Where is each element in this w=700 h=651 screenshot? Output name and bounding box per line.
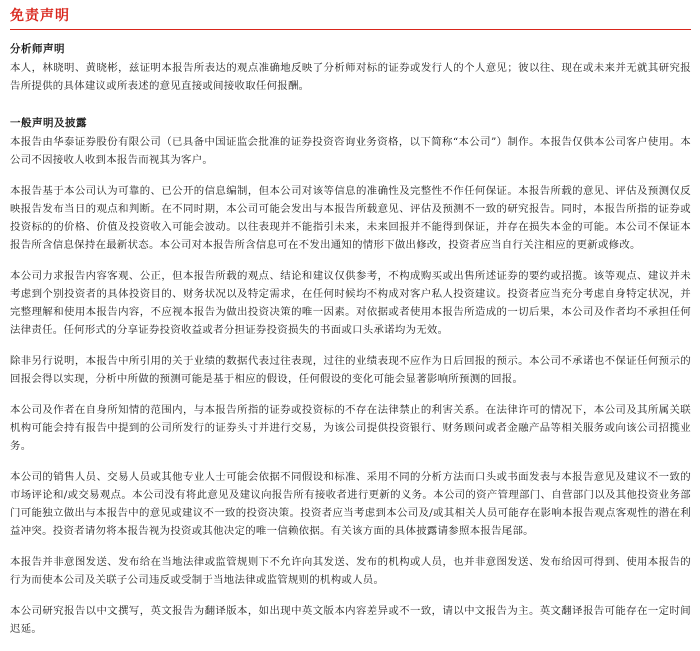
analyst-statement-heading: 分析师声明: [10, 43, 65, 55]
general-paragraph-8: 本公司研究报告以中文撰写，英文报告为翻译版本，如出现中英文版本内容差异或不一致，请以中文报告为主。英文翻译报告可能存在一定时间迟延。: [10, 605, 691, 635]
general-paragraph-4: 除非另行说明，本报告中所引用的关于业绩的数据代表过往表现，过往的业绩表现不应作为日后回报的预示。本公司不承诺也不保证任何预示的回报会得以实现，分析中所做的预测可能是基于相应的假设，任何假设的变化可能会显著影响所预测的回报。: [10, 355, 691, 385]
general-paragraph-5: 本公司及作者在自身所知情的范围内，与本报告所指的证券或投资标的不存在法律禁止的利害关系。在法律许可的情况下，本公司及其所属关联机构可能会持有报告中提到的公司所发行的证券头寸并进行交易，为该公司提供投资银行、财务顾问或者金融产品等相关服务或向该公司招揽业务。: [10, 404, 691, 452]
page-title: 免责声明: [10, 8, 70, 24]
analyst-statement-text: 本人，林晓明、黄晓彬，兹证明本报告所表达的观点准确地反映了分析师对标的证券或发行人的个人意见；彼以往、现在或未来并无就其研究报告所提供的具体建议或所表述的意见直接或间接收取任何报酬。: [10, 62, 691, 92]
general-paragraph-6: 本公司的销售人员、交易人员或其他专业人士可能会依据不同假设和标准、采用不同的分析方法而口头或书面发表与本报告意见及建议不一致的市场评论和/或交易观点。本公司没有将此意见及建议向报告所有接收者进行更新的义务。本公司的资产管理部门、自营部门以及其他投资业务部门可能独立做出与本报告中的意见或建议不一致的投资决策。投资者应当考虑到本公司及/或其相关人员可能存在影响本报告观点客观性的潜在利益冲突。投资者请勿将本报告视为投资或其他决定的唯一信赖依据。有关该方面的具体披露请参照本报告尾部。: [10, 471, 691, 537]
title-divider: [10, 29, 691, 30]
disclaimer-page: [10, 6, 691, 638]
general-disclosure-heading: 一般声明及披露: [10, 117, 87, 129]
general-paragraph-1: 本报告由华泰证券股份有限公司（已具备中国证监会批准的证券投资咨询业务资格，以下简称“本公司”）制作。本报告仅供本公司客户使用。本公司不因接收人收到本报告而视其为客户。: [10, 136, 691, 166]
general-paragraph-2: 本报告基于本公司认为可靠的、已公开的信息编制，但本公司对该等信息的准确性及完整性不作任何保证。本报告所载的意见、评估及预测仅反映报告发布当日的观点和判断。在不同时期，本公司可能会发出与本报告所载意见、评估及预测不一致的研究报告。同时，本报告所指的证券或投资标的的价格、价值及投资收入可能会波动。以往表现并不能指引未来，未来回报并不能得到保证，并存在损失本金的可能。本公司不保证本报告所含信息保持在最新状态。本公司对本报告所含信息可在不发出通知的情形下做出修改，投资者应当自行关注相应的更新或修改。: [10, 185, 691, 251]
general-paragraph-3: 本公司力求报告内容客观、公正，但本报告所载的观点、结论和建议仅供参考，不构成购买或出售所述证券的要约或招揽。该等观点、建议并未考虑到个别投资者的具体投资目的、财务状况以及特定需求，在任何时候均不构成对客户私人投资建议。投资者应当充分考虑自身特定状况，并完整理解和使用本报告内容，不应视本报告为做出投资决策的唯一因素。对依据或者使用本报告所造成的一切后果，本公司及作者均不承担任何法律责任。任何形式的分享证券投资收益或者分担证券投资损失的书面或口头承诺均为无效。: [10, 270, 691, 336]
general-paragraph-7: 本报告并非意图发送、发布给在当地法律或监管规则下不允许向其发送、发布的机构或人员，也并非意图发送、发布给因可得到、使用本报告的行为而使本公司及关联子公司违反或受制于当地法律或监管规则的机构或人员。: [10, 556, 691, 586]
